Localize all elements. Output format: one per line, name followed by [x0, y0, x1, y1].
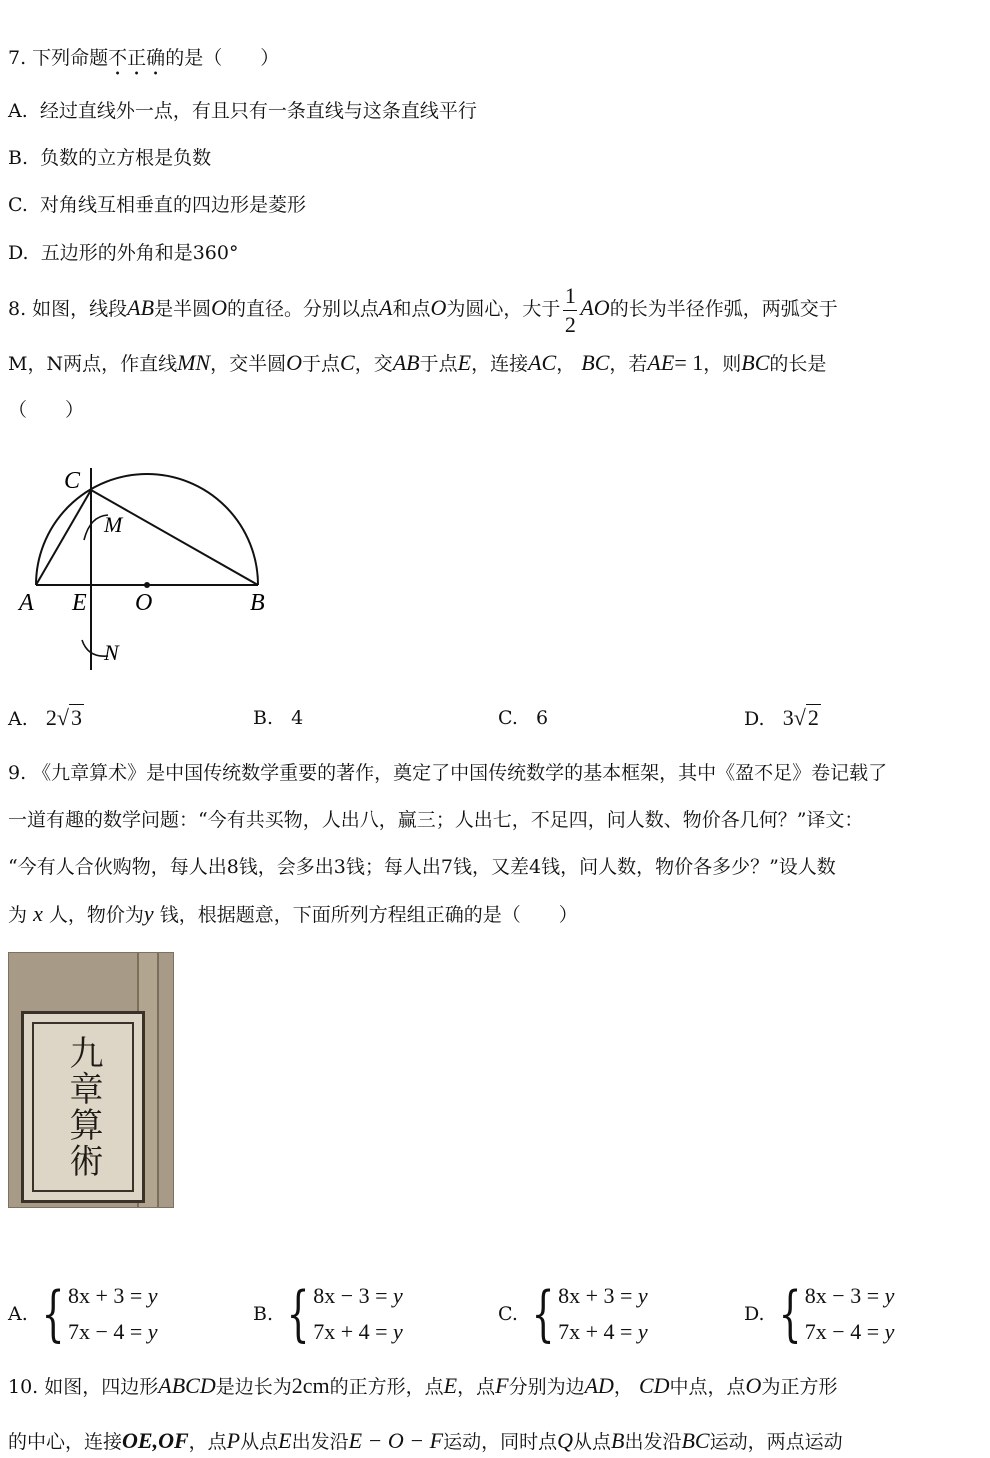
q8-option-b[interactable]: B. 4: [253, 707, 304, 729]
label-e: E: [72, 590, 87, 616]
q9-line1: 9. 《九章算术》是中国传统数学重要的著作，奠定了中国传统数学的基本框架，其中《盈不足》卷记载了: [8, 762, 888, 784]
q10-line1: 10. 如图，四边形ABCD是边长为2cm的正方形，点E，点F分别为边AD， CD中点，点O为正方形: [8, 1373, 838, 1398]
semicircle-figure: [14, 460, 304, 675]
center-o-dot: [144, 582, 150, 588]
book-title: 九章算術: [63, 1035, 103, 1179]
label-a: A: [19, 590, 34, 616]
q8-answer-paren: （ ）: [8, 399, 85, 421]
q8-line1: 8. 如图，线段AB是半圆O的直径。分别以点A和点O为圆心，大于 $\frac{1}{2}$ AO的长为半径作弧，两弧交于: [8, 282, 838, 337]
label-m: M: [104, 512, 123, 537]
chord-bc: [91, 490, 258, 585]
label-b: B: [250, 590, 265, 616]
q7-emphasis: 不正确: [108, 47, 166, 69]
q7-stem: 7. 下列命题不正确的是（ ）: [8, 47, 280, 69]
q9-line3: “今有人合伙购物，每人出8钱，会多出3钱；每人出7钱，又差4钱，问人数，物价各多少？”设人数: [8, 856, 836, 878]
book-label: [21, 1011, 145, 1203]
q8-option-c[interactable]: C. 6: [498, 707, 549, 729]
q7-option-d[interactable]: D. 五边形的外角和是360°: [8, 242, 239, 264]
q8-option-a[interactable]: A. 2√3: [8, 705, 82, 730]
q8-option-d[interactable]: D. 3√2: [744, 705, 819, 730]
chord-ac: [36, 490, 91, 585]
q9-option-c[interactable]: C. { 8x + 3 = y 7x + 4 = y: [498, 1279, 648, 1349]
q9-line4: 为 x 人，物价为y 钱，根据题意，下面所列方程组正确的是（ ）: [8, 901, 578, 926]
label-c: C: [64, 468, 81, 494]
q7-option-a[interactable]: A. 经过直线外一点，有且只有一条直线与这条直线平行: [8, 100, 477, 122]
q7-option-c[interactable]: C. 对角线互相垂直的四边形是菱形: [8, 194, 307, 216]
q9-option-a[interactable]: A. { 8x + 3 = y 7x − 4 = y: [8, 1279, 158, 1349]
q9-line2: 一道有趣的数学问题：“今有共买物，人出八，赢三；人出七，不足四，问人数、物价各几何？”译文：: [8, 809, 864, 831]
q10-line2: 的中心，连接OE,OF，点P从点E出发沿E − O − F运动，同时点Q从点B出发沿BC运动，两点运动: [8, 1428, 843, 1453]
q8-line2: M，N两点，作直线MN，交半圆O于点C，交AB于点E，连接AC， BC，若AE= 1，则BC的长是: [8, 350, 827, 375]
jiuzhang-suanshu-book-image: [8, 952, 174, 1208]
q9-option-d[interactable]: D. { 8x − 3 = y 7x − 4 = y: [744, 1279, 895, 1349]
fraction-one-half: $\frac{1}{2}$: [564, 282, 576, 337]
q9-option-b[interactable]: B. { 8x − 3 = y 7x + 4 = y: [253, 1279, 403, 1349]
label-o: O: [135, 590, 153, 616]
q7-option-b[interactable]: B. 负数的立方根是负数: [8, 147, 212, 169]
label-n: N: [104, 640, 119, 665]
